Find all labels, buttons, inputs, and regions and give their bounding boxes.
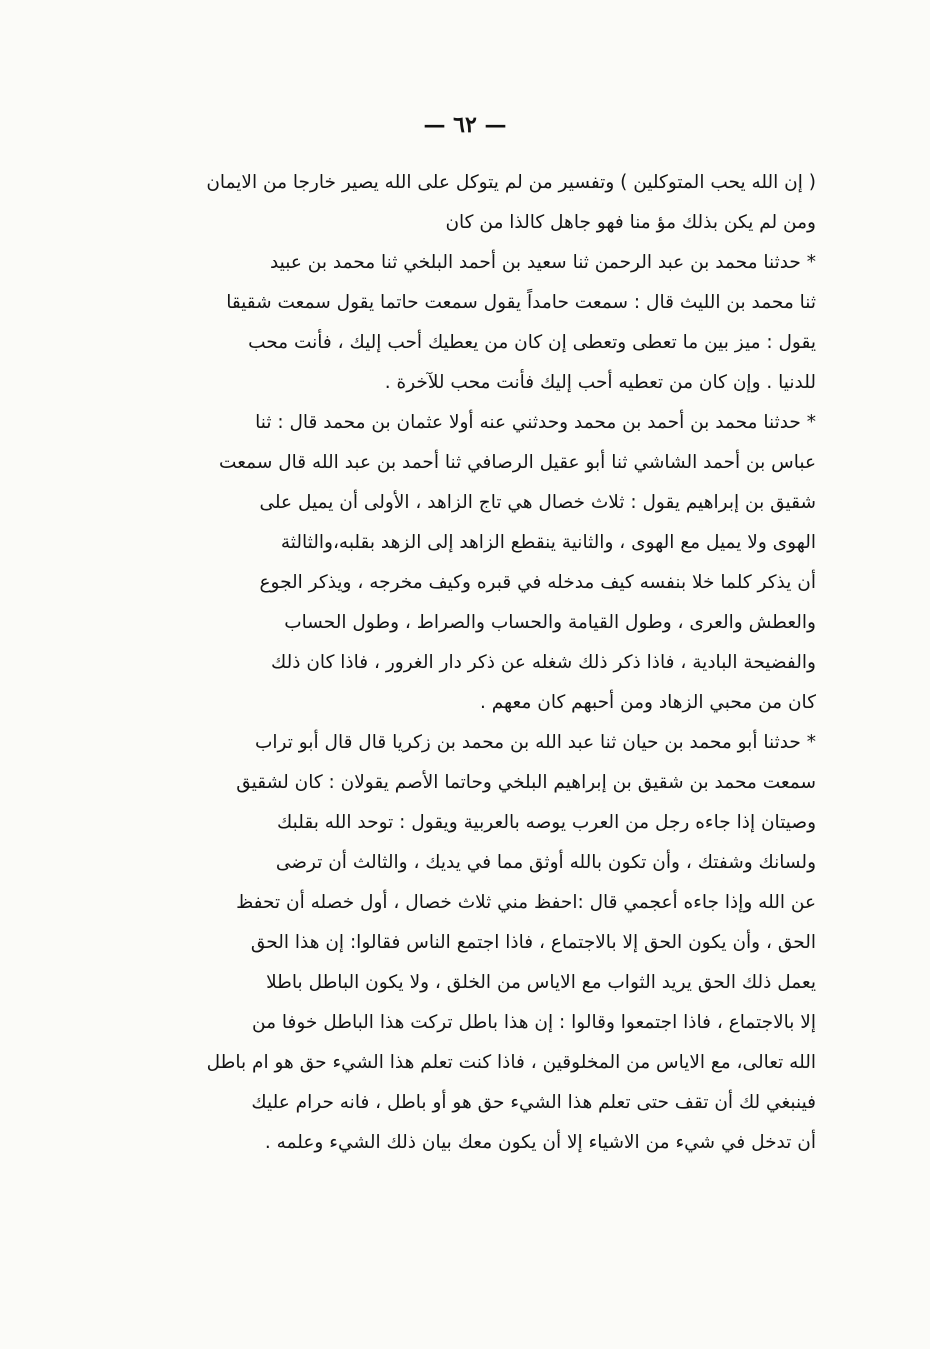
text-line: ( إن الله يحب المتوكلين ) وتفسير من لم يتوكل على الله يصير خارجا من الايمان	[206, 172, 816, 193]
text-line: ولسانك وشفتك ، وأن تكون بالله أوثق مما في يديك ، والثالث أن ترضى	[275, 852, 816, 873]
text-line: الله تعالى، مع الاياس من المخلوقين ، فاذا كنت تعلم هذا الشيء حق هو ام باطل	[206, 1052, 816, 1073]
text-line: كان من محبي الزهاد ومن أحبهم كان معهم .	[479, 692, 816, 713]
text-line: شقيق بن إبراهيم يقول : ثلاث خصال هي تاج الزاهد ، الأولى أن يميل على	[259, 492, 816, 513]
page-body	[118, 163, 816, 1163]
text-line: سمعت محمد بن شقيق بن إبراهيم البلخي وحاتما الأصم يقولان : كان لشقيق	[236, 772, 816, 793]
text-line: وصيتان إذا جاءه رجل من العرب يوصه بالعربية ويقول : توحد الله بقلبك	[277, 812, 816, 833]
text-line: والفضيحة البادية ، فاذا ذكر ذلك شغله عن ذكر دار الغرور ، فاذا كان ذلك	[271, 652, 816, 673]
text-line: * حدثنا أبو محمد بن حيان ثنا عبد الله بن محمد بن زكريا قال قال أبو تراب	[254, 732, 816, 753]
text-line: يعمل ذلك الحق يريد الثواب مع الاياس من الخلق ، ولا يكون الباطل باطلا	[266, 972, 816, 993]
text-line: * حدثنا محمد بن عبد الرحمن ثنا سعيد بن أحمد البلخي ثنا محمد بن عبيد	[269, 252, 816, 273]
text-line: عن الله وإذا جاءه أعجمي قال :احفظ مني ثلاث خصال ، أول خصله أن تحفظ	[236, 892, 816, 913]
text-line: الحق ، وأن يكون الحق إلا بالاجتماع ، فاذا اجتمع الناس فقالوا: إن هذا الحق	[250, 932, 816, 953]
text-line: عباس بن أحمد الشاشي ثنا أبو عقيل الرصافي ثنا أحمد بن عبد الله قال سمعت	[219, 452, 816, 473]
text-line: للدنيا . وإن كان من تعطيه أحب إليك فأنت محب للآخرة .	[384, 372, 816, 393]
text-line: إلا بالاجتماع ، فاذا اجتمعوا وقالوا : إن هذا باطل تركت هذا الباطل خوفا من	[251, 1012, 816, 1033]
text-line: ومن لم يكن بذلك مؤ منا فهو جاهل كالذا من كان	[445, 212, 816, 233]
text-line: * حدثنا محمد بن أحمد بن محمد وحدثني عنه أولا عثمان بن محمد قال : ثنا	[255, 412, 816, 433]
text-line: ثنا محمد بن الليث قال : سمعت حامداً يقول سمعت حاتما يقول سمعت شقيقا	[226, 292, 816, 313]
paragraph-3	[118, 403, 816, 723]
text-line: أن تدخل في شيء من الاشياء إلا أن يكون معك بيان ذلك الشيء وعلمه .	[264, 1132, 816, 1153]
text-line: فينبغي لك أن تقف حتى تعلم هذا الشيء حق هو أو باطل ، فانه حرام عليك	[251, 1092, 816, 1113]
text-line: أن يذكر كلما خلا بنفسه كيف مدخله في قبره وكيف مخرجه ، ويذكر الجوع	[259, 572, 816, 593]
text-line: يقول : ميز بين ما تعطى وتعطى إن كان من يعطيك أحب إليك ، فأنت محب	[248, 332, 816, 353]
paragraph-1	[118, 163, 816, 243]
text-line: الهوى ولا يميل مع الهوى ، والثانية ينقطع الزاهد إلى الزهد بقلبه،والثالثة	[280, 532, 816, 553]
paragraph-4	[118, 723, 816, 1163]
paragraph-2	[118, 243, 816, 403]
text-line: والعطش والعرى ، وطول القيامة والحساب والصراط ، وطول الحساب	[284, 612, 816, 633]
page-number: — ٦٢ —	[423, 112, 507, 138]
